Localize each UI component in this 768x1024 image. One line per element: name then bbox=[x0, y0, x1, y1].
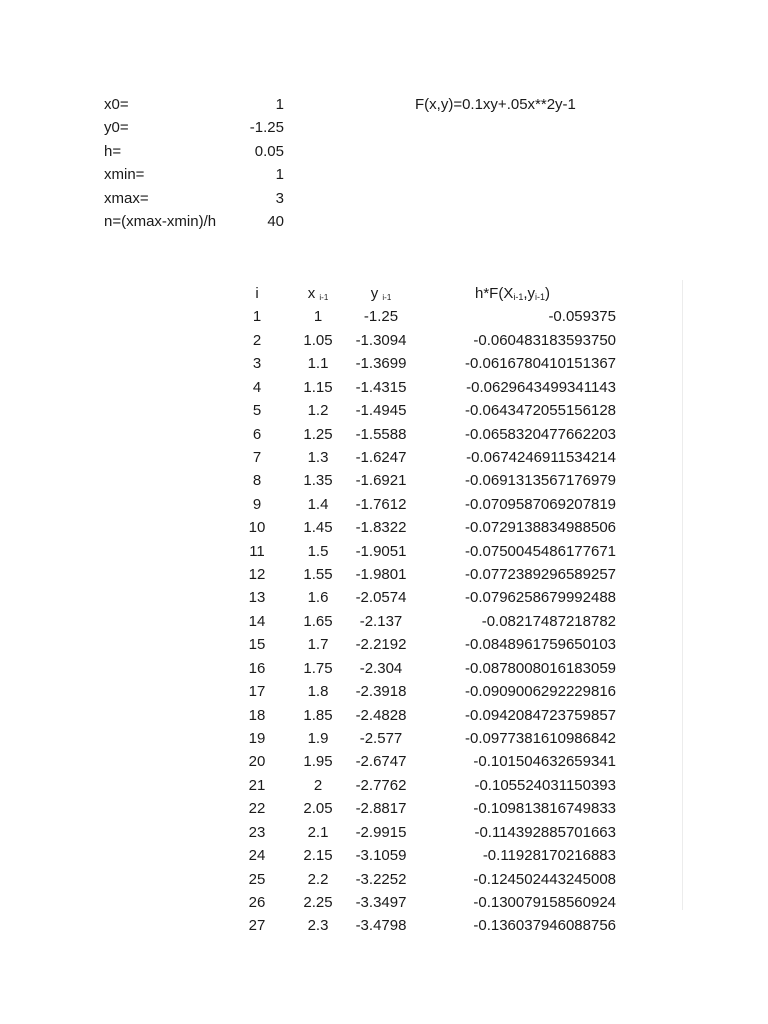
row-index: 16 bbox=[248, 659, 266, 677]
row-y: -2.8817 bbox=[355, 800, 407, 818]
table-row bbox=[0, 352, 768, 375]
row-hf: -0.105524031150393 bbox=[474, 776, 616, 794]
row-index: 22 bbox=[248, 800, 266, 818]
param-value: 1 bbox=[275, 96, 284, 113]
row-y: -2.6747 bbox=[355, 753, 407, 771]
row-index: 11 bbox=[249, 542, 265, 560]
row-hf: -0.0942084723759857 bbox=[465, 706, 616, 724]
param-row bbox=[104, 140, 294, 163]
row-y: -1.6247 bbox=[355, 448, 407, 466]
row-index: 15 bbox=[248, 636, 266, 654]
row-y: -2.3918 bbox=[355, 683, 407, 701]
row-x: 1.75 bbox=[303, 659, 333, 677]
row-x: 1.15 bbox=[303, 378, 333, 396]
table-row bbox=[0, 774, 768, 797]
row-hf: -0.0691313567176979 bbox=[465, 472, 616, 490]
row-x: 1.9 bbox=[307, 730, 329, 748]
row-y: -1.3699 bbox=[355, 355, 407, 373]
row-x: 1 bbox=[313, 308, 323, 326]
row-hf: -0.0616780410151367 bbox=[465, 355, 616, 373]
row-index: 6 bbox=[252, 425, 262, 443]
param-value: 3 bbox=[275, 189, 284, 207]
row-index: 12 bbox=[248, 566, 266, 584]
row-hf: -0.08217487218782 bbox=[481, 612, 616, 630]
row-index: 9 bbox=[252, 495, 262, 513]
row-y: -2.9915 bbox=[355, 823, 407, 841]
param-row bbox=[104, 163, 294, 186]
row-index: 25 bbox=[248, 870, 266, 888]
param-row bbox=[104, 210, 294, 233]
row-x: 2.2 bbox=[307, 870, 329, 888]
table-row bbox=[0, 305, 768, 328]
row-x: 2.15 bbox=[303, 847, 333, 865]
row-x: 2.05 bbox=[303, 800, 333, 818]
table-row bbox=[0, 329, 768, 352]
row-hf: -0.0729138834988506 bbox=[465, 519, 616, 537]
param-value: 1 bbox=[275, 166, 284, 184]
row-y: -1.8322 bbox=[355, 519, 407, 537]
row-index: 14 bbox=[248, 612, 266, 630]
row-x: 1.7 bbox=[307, 636, 329, 654]
row-y: -2.577 bbox=[359, 730, 403, 748]
row-x: 1.65 bbox=[303, 612, 333, 630]
row-index: 8 bbox=[252, 472, 262, 490]
table-row bbox=[0, 657, 768, 680]
row-x: 1.55 bbox=[303, 566, 333, 584]
row-y: -1.5588 bbox=[355, 425, 407, 443]
row-hf: -0.0658320477662203 bbox=[465, 425, 616, 443]
table-row bbox=[0, 797, 768, 820]
param-label: x0= bbox=[104, 96, 129, 113]
row-hf: -0.0909006292229816 bbox=[465, 683, 616, 701]
row-index: 21 bbox=[248, 776, 266, 794]
row-x: 2.1 bbox=[307, 823, 329, 841]
table-row bbox=[0, 469, 768, 492]
row-x: 1.85 bbox=[303, 706, 333, 724]
row-hf: -0.060483183593750 bbox=[473, 331, 616, 349]
param-value: 40 bbox=[267, 212, 284, 230]
header-hf-suffix: ) bbox=[545, 285, 551, 302]
table-row bbox=[0, 680, 768, 703]
row-x: 2.25 bbox=[303, 893, 333, 911]
row-x: 1.4 bbox=[307, 495, 329, 513]
row-hf: -0.059375 bbox=[548, 308, 616, 326]
row-hf: -0.136037946088756 bbox=[473, 917, 616, 935]
row-y: -3.1059 bbox=[355, 847, 407, 865]
row-y: -1.7612 bbox=[355, 495, 407, 513]
row-x: 2.3 bbox=[307, 917, 329, 935]
table-row bbox=[0, 914, 768, 937]
param-label: xmax= bbox=[104, 189, 149, 207]
row-x: 2 bbox=[313, 776, 323, 794]
table-row bbox=[0, 868, 768, 891]
table-row bbox=[0, 540, 768, 563]
row-x: 1.3 bbox=[307, 448, 329, 466]
header-y-base: y bbox=[370, 285, 379, 302]
row-y: -2.2192 bbox=[355, 636, 407, 654]
row-index: 24 bbox=[248, 847, 266, 865]
row-hf: -0.0848961759650103 bbox=[465, 636, 616, 654]
row-y: -3.4798 bbox=[355, 917, 407, 935]
row-hf: -0.124502443245008 bbox=[473, 870, 616, 888]
row-index: 27 bbox=[248, 917, 266, 935]
row-y: -2.7762 bbox=[355, 776, 407, 794]
table-row bbox=[0, 563, 768, 586]
header-i: i bbox=[255, 285, 259, 302]
row-y: -3.2252 bbox=[355, 870, 407, 888]
table-row bbox=[0, 586, 768, 609]
row-index: 3 bbox=[252, 355, 262, 373]
row-x: 1.05 bbox=[303, 331, 333, 349]
row-x: 1.8 bbox=[307, 683, 329, 701]
row-hf: -0.0750045486177671 bbox=[465, 542, 616, 560]
row-hf: -0.0674246911534214 bbox=[466, 448, 616, 466]
row-x: 1.25 bbox=[303, 425, 333, 443]
row-hf: -0.0796258679992488 bbox=[465, 589, 616, 607]
table-row bbox=[0, 376, 768, 399]
table-row bbox=[0, 891, 768, 914]
row-y: -1.3094 bbox=[355, 331, 407, 349]
header-x-base: x bbox=[307, 285, 316, 302]
row-hf: -0.114392885701663 bbox=[474, 823, 616, 841]
row-hf: -0.0629643499341143 bbox=[466, 378, 616, 396]
row-y: -3.3497 bbox=[355, 893, 407, 911]
table-row bbox=[0, 399, 768, 422]
param-value: -1.25 bbox=[249, 119, 284, 137]
row-y: -2.304 bbox=[359, 659, 403, 677]
table-header-row bbox=[0, 282, 768, 305]
table-row bbox=[0, 446, 768, 469]
header-hf-prefix: h*F(X bbox=[475, 285, 514, 302]
row-x: 1.35 bbox=[303, 472, 333, 490]
row-index: 2 bbox=[252, 331, 262, 349]
function-formula: F(x,y)=0.1xy+.05x**2y-1 bbox=[415, 96, 576, 113]
table-row bbox=[0, 493, 768, 516]
row-hf: -0.130079158560924 bbox=[473, 893, 616, 911]
header-x-subscript: i-1 bbox=[319, 293, 329, 302]
row-x: 1.6 bbox=[307, 589, 329, 607]
row-index: 18 bbox=[248, 706, 266, 724]
row-y: -2.137 bbox=[359, 612, 403, 630]
header-hf-subscript-y: i-1 bbox=[535, 292, 546, 302]
row-index: 26 bbox=[248, 893, 266, 911]
param-label: xmin= bbox=[104, 166, 145, 184]
row-index: 13 bbox=[248, 589, 266, 607]
row-index: 10 bbox=[248, 519, 266, 537]
table-row bbox=[0, 750, 768, 773]
param-label: y0= bbox=[104, 119, 129, 137]
row-x: 1.1 bbox=[307, 355, 329, 373]
row-y: -1.4315 bbox=[355, 378, 407, 396]
row-hf: -0.0878008016183059 bbox=[465, 659, 616, 677]
row-x: 1.95 bbox=[303, 753, 333, 771]
table-row bbox=[0, 704, 768, 727]
table-row bbox=[0, 633, 768, 656]
row-index: 20 bbox=[248, 753, 266, 771]
row-x: 1.45 bbox=[303, 519, 333, 537]
table-row bbox=[0, 844, 768, 867]
row-hf: -0.109813816749833 bbox=[473, 800, 616, 818]
table-row bbox=[0, 423, 768, 446]
row-hf: -0.0772389296589257 bbox=[465, 566, 616, 584]
table-row bbox=[0, 516, 768, 539]
row-y: -1.9051 bbox=[355, 542, 407, 560]
table-row bbox=[0, 821, 768, 844]
param-label: n=(xmax-xmin)/h bbox=[104, 212, 217, 230]
row-index: 19 bbox=[248, 730, 266, 748]
header-hf-subscript-x: i-1 bbox=[513, 292, 524, 302]
row-hf: -0.0977381610986842 bbox=[465, 730, 616, 748]
table-body bbox=[0, 305, 768, 937]
row-hf: -0.11928170216883 bbox=[482, 847, 616, 865]
row-index: 23 bbox=[248, 823, 266, 841]
results-table bbox=[0, 282, 768, 938]
row-x: 1.2 bbox=[307, 402, 329, 420]
row-index: 1 bbox=[252, 308, 262, 326]
row-y: -1.9801 bbox=[355, 566, 407, 584]
row-hf: -0.0643472055156128 bbox=[465, 402, 616, 420]
table-row bbox=[0, 727, 768, 750]
table-row bbox=[0, 610, 768, 633]
param-row bbox=[104, 93, 294, 116]
param-row bbox=[104, 187, 294, 210]
row-hf: -0.101504632659341 bbox=[473, 753, 616, 771]
row-y: -1.4945 bbox=[355, 402, 407, 420]
row-hf: -0.0709587069207819 bbox=[465, 495, 616, 513]
row-index: 4 bbox=[252, 378, 262, 396]
header-y-subscript: i-1 bbox=[382, 293, 392, 302]
row-x: 1.5 bbox=[307, 542, 329, 560]
row-index: 7 bbox=[252, 448, 262, 466]
row-index: 5 bbox=[252, 402, 262, 420]
param-label: h= bbox=[104, 142, 122, 160]
row-y: -2.4828 bbox=[355, 706, 407, 724]
row-y: -1.25 bbox=[363, 308, 399, 326]
parameters-block bbox=[104, 93, 294, 233]
header-hf-mid: ,y bbox=[523, 285, 536, 302]
row-y: -2.0574 bbox=[355, 589, 407, 607]
row-y: -1.6921 bbox=[355, 472, 407, 490]
param-row bbox=[104, 116, 294, 139]
row-index: 17 bbox=[248, 683, 266, 701]
param-value: 0.05 bbox=[254, 142, 284, 160]
